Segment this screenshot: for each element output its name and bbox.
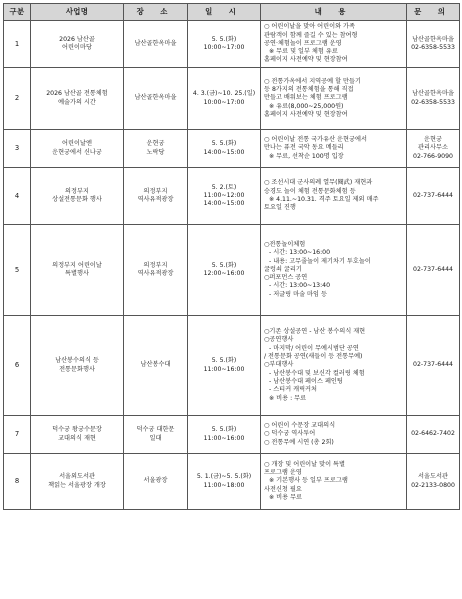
event-content-line: ○기존 상설공연 - 남산 봉수의식 재현: [264, 328, 366, 336]
event-contact: [407, 316, 460, 416]
event-name: [31, 316, 124, 416]
event-content: [261, 416, 407, 454]
event-contact-line: 남산골한옥마을: [412, 90, 454, 98]
event-venue-line: 노락당: [146, 148, 165, 156]
event-content-line: ※ 무료 및 일부 체험 유료: [269, 48, 338, 56]
event-schedule: [188, 316, 261, 416]
event-content-line: ※ 비용 무료: [269, 493, 303, 501]
row-number: 5: [4, 225, 31, 316]
event-contact-line: 02-766-9090: [413, 152, 453, 160]
event-content-line: ○부대행사: [264, 361, 294, 369]
event-content-line: ※ 무료, 선착순 100명 입장: [269, 152, 344, 160]
event-schedule-line: 5. 5.(화): [211, 140, 237, 148]
row-number: 3: [4, 130, 31, 168]
event-name-line: 특별행사: [65, 270, 89, 277]
event-content-line: ※ 유료(8,000~25,000원): [269, 102, 344, 110]
event-venue: [124, 416, 188, 454]
event-content-line: 홈페이지 사전예약 및 현장참여: [264, 110, 348, 118]
event-contact-line: 02-737-6444: [413, 191, 453, 199]
event-content: [261, 21, 407, 68]
event-name-line: 2026 남산골 전통체험: [46, 90, 108, 98]
event-name-line: 어린이마당: [62, 44, 92, 51]
event-content-line: - 내용: 고무줄놀이 제기차기 투호놀이: [269, 257, 371, 265]
event-contact-line: 02-6462-7402: [411, 430, 455, 438]
event-contact: [407, 68, 460, 130]
event-content-line: ○ 어린이날을 맞아 어린이와 가족: [264, 23, 355, 31]
event-content-line: 등 8가지의 전통체험을 통해 직접: [264, 86, 354, 94]
event-venue-line: 남산골한옥마을: [134, 39, 177, 47]
event-venue: [124, 130, 188, 168]
table-row: [4, 168, 460, 225]
event-name: [31, 225, 124, 316]
event-schedule-line: 10:00~17:00: [203, 44, 245, 51]
event-name-line: 전통문화행사: [59, 365, 95, 373]
event-content-line: ※ 4.11.~10.31. 격주 토요일 제외 매주: [269, 196, 379, 203]
event-content: [261, 168, 407, 225]
event-content-line: ※ 비용 : 무료: [269, 394, 307, 402]
event-name-line: 어린이날엔: [62, 140, 92, 148]
event-content-line: ○ 전통가옥에서 지역공예 할 만들기: [264, 77, 361, 85]
event-schedule-line: 14:00~15:00: [203, 200, 245, 208]
event-contact: [407, 416, 460, 454]
row-number: 1: [4, 21, 31, 68]
event-content-line: 관람객이 함께 즐길 수 있는 참여형: [264, 31, 358, 39]
table-row: [4, 416, 460, 454]
event-content-line: ○ 조선시대 군사의례 열무(閱武) 재현과: [264, 179, 373, 187]
event-venue-line: 일대: [149, 434, 162, 442]
event-name: [31, 416, 124, 454]
event-contact-line: 02-6358-5533: [411, 44, 455, 51]
event-content-line: 토요일 진행: [264, 204, 296, 212]
event-venue: [124, 316, 188, 416]
event-name-line: 상설전통문화 행사: [52, 196, 102, 203]
header-schedule: 일 시: [188, 4, 261, 21]
header-num: 구분: [4, 4, 31, 21]
event-content-line: 프로그램 운영: [264, 469, 302, 477]
event-content-line: ○ 개장 및 어린이날 맞이 특별: [264, 460, 345, 468]
event-content: [261, 68, 407, 130]
event-content-line: ○ 어린이날 전통 국가유산 운현궁에서: [264, 136, 367, 144]
event-name-line: 덕수궁 왕궁수문장: [52, 426, 102, 434]
event-venue: [124, 68, 188, 130]
event-content-line: 만나는 퓨전 국악 동요 메들리: [264, 144, 344, 152]
event-contact: [407, 130, 460, 168]
event-name: [31, 454, 124, 510]
event-content-line: / 전통문화 공연(새들이 등 전통무예): [264, 353, 363, 361]
event-content-line: 굴렁쇠 굴리기: [264, 265, 302, 273]
event-content-line: - 저글링 마술 마임 등: [269, 290, 327, 298]
header-contact: 문 의: [407, 4, 460, 21]
table-row: [4, 454, 460, 510]
event-venue-line: 역사유적광장: [137, 270, 174, 277]
row-number: 6: [4, 316, 31, 416]
event-content-line: - 마지막/ 어린이 무예시범단 공연: [269, 344, 359, 352]
table-row: [4, 68, 460, 130]
event-content-line: - 남산봉수대 페이스 페인팅: [269, 377, 343, 385]
event-content: [261, 454, 407, 510]
row-number: 7: [4, 416, 31, 454]
event-name-line: 의정부지: [65, 187, 89, 195]
event-schedule-line: 5. 5.(화): [211, 426, 237, 434]
event-contact: [407, 225, 460, 316]
event-content-line: ○퍼포먼스 공연: [264, 274, 308, 282]
event-contact-line: 02-737-6444: [413, 265, 453, 273]
event-content-line: 만들고 배워보는 체험 프로그램: [264, 94, 348, 102]
event-schedule-line: 11:00~12:00: [203, 191, 245, 199]
event-venue: [124, 225, 188, 316]
event-schedule: [188, 416, 261, 454]
event-content: [261, 225, 407, 316]
events-document: [3, 3, 459, 597]
row-number: 4: [4, 168, 31, 225]
header-venue: 장 소: [124, 4, 188, 21]
row-number: 8: [4, 454, 31, 510]
event-schedule-line: 11:00~16:00: [203, 365, 245, 373]
event-schedule-line: 5. 5.(화): [211, 357, 237, 365]
event-schedule: [188, 225, 261, 316]
event-venue-line: 남산골한옥마을: [134, 94, 177, 102]
event-name: [31, 68, 124, 130]
event-schedule: [188, 21, 261, 68]
event-content-line: ※ 기본행사 등 일부 프로그램: [269, 477, 348, 485]
event-name: [31, 21, 124, 68]
table-row: [4, 130, 460, 168]
event-schedule: [188, 168, 261, 225]
event-content-line: - 시간: 13:00~16:00: [269, 249, 331, 257]
event-schedule-line: 5. 1.(금)~5. 5.(화): [196, 473, 252, 481]
event-content-line: 공연·체험놀이 프로그램 운영: [264, 39, 342, 47]
event-content-line: ○ 어린이 수문장 교대의식: [264, 422, 336, 430]
event-name-line: 교대의식 재현: [58, 434, 96, 442]
event-name: [31, 130, 124, 168]
event-schedule: [188, 454, 261, 510]
event-content-line: - 스티커 캐릭커처: [269, 386, 318, 394]
event-venue: [124, 454, 188, 510]
event-contact: [407, 168, 460, 225]
event-contact: [407, 21, 460, 68]
event-content: [261, 316, 407, 416]
event-content-line: - 시간: 13:00~13:40: [269, 282, 331, 290]
event-venue-line: 운현궁: [146, 140, 165, 148]
event-name: [31, 168, 124, 225]
event-name-line: 의정부지 어린이날: [52, 261, 102, 269]
event-schedule-line: 4. 3.(금)~10. 25.(일): [192, 90, 256, 98]
event-venue-line: 덕수궁 대한문: [136, 426, 175, 434]
event-content-line: 사전신청 필요: [264, 485, 302, 493]
event-schedule: [188, 68, 261, 130]
event-contact-line: 02-737-6444: [413, 361, 453, 369]
event-name-line: 예술가의 시간: [58, 98, 96, 106]
event-schedule-line: 11:00~16:00: [203, 434, 245, 442]
header-content: 내 용: [261, 4, 407, 21]
event-venue-line: 남산봉수대: [140, 361, 171, 369]
event-content-line: 승경도 놀이 체험 전통문화체험 등: [264, 187, 356, 195]
event-contact-line: 서울도서관: [418, 473, 448, 481]
table-row: [4, 316, 460, 416]
events-table: [3, 3, 460, 510]
event-name-line: 운현궁에서 신나궁: [52, 148, 102, 156]
event-venue-line: 의정부지: [143, 261, 168, 269]
event-contact-line: 02-6358-5533: [411, 98, 455, 106]
event-venue-line: 의정부지: [143, 187, 168, 195]
event-content: [261, 130, 407, 168]
event-content-line: ○ 전통무예 시연 (총 2회): [264, 438, 334, 446]
event-content-line: ○공연행사: [264, 336, 294, 344]
event-schedule: [188, 130, 261, 168]
table-row: [4, 21, 460, 68]
event-schedule-line: 14:00~15:00: [203, 148, 245, 156]
event-name-line: 서울외도서관: [59, 473, 95, 481]
event-venue-line: 서울광장: [143, 477, 168, 485]
event-venue-line: 역사유적광장: [137, 196, 174, 203]
row-number: 2: [4, 68, 31, 130]
event-content-line: - 남산봉수대 및 보신각 컬러링 체험: [269, 369, 365, 377]
event-contact-line: 02-2133-0800: [411, 481, 455, 489]
event-name-line: 책읽는 서울광장 개장: [48, 481, 106, 489]
table-row: [4, 225, 460, 316]
header-name: 사업명: [31, 4, 124, 21]
event-venue: [124, 21, 188, 68]
event-name-line: 2026 남산골: [59, 35, 95, 43]
event-contact: [407, 454, 460, 510]
event-contact-line: 관리사무소: [418, 144, 448, 152]
event-schedule-line: 5. 5.(화): [211, 261, 237, 269]
event-content-line: ○ 덕수궁 역사투어: [264, 430, 316, 438]
event-content-line: ○전통놀이체험: [264, 240, 306, 248]
event-schedule-line: 11:00~18:00: [203, 481, 245, 489]
header-row: [4, 4, 460, 21]
event-schedule-line: 12:00~16:00: [203, 270, 245, 277]
event-venue: [124, 168, 188, 225]
event-content-line: 홈페이지 사전예약 및 현장참여: [264, 56, 348, 64]
event-contact-line: 남산골한옥마을: [412, 35, 454, 43]
event-schedule-line: 5. 5.(화): [211, 35, 237, 43]
event-name-line: 남산봉수의식 등: [55, 357, 99, 365]
event-schedule-line: 10:00~17:00: [203, 98, 245, 106]
event-schedule-line: 5. 2.(토): [211, 183, 237, 191]
event-contact-line: 운현궁: [424, 136, 442, 144]
